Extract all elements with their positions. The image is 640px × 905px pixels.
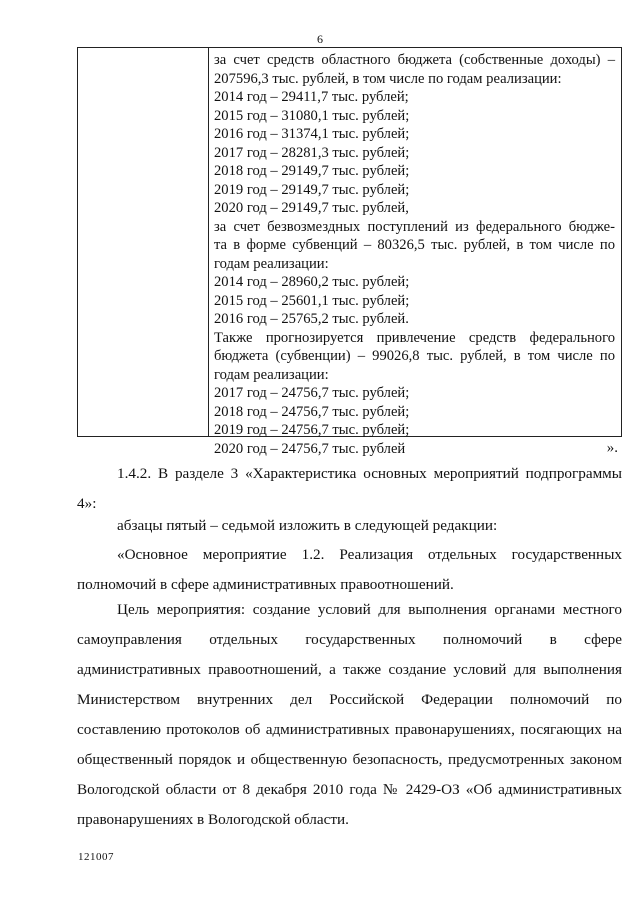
- paragraph-activity-goal: Цель мероприятия: создание условий для выполнения органами местного самоуправления отдельных государственных полномочий в сфере административных правоотношений, а также создание условий для выполнения Министерством внутренних дел Российской Федерации полномочий по составлению протоколов об административных правонарушениях, посягающих на общественный порядок и общественную безопасность, предусмотренных законом Вологодской области от 8 декабря 2010 года № 2429-ОЗ «Об административных правонарушениях в Вологодской области.: [77, 601, 622, 828]
- table-line: 2015 год – 31080,1 тыс. рублей;: [214, 107, 410, 124]
- table-line: та в форме субвенций – 80326,5 тыс. рублей, в том числе по: [214, 237, 615, 253]
- table-line: 2017 год – 28281,3 тыс. рублей;: [214, 144, 410, 161]
- table-line: 2020 год – 29149,7 тыс. рублей,: [214, 200, 409, 216]
- table-line: за счет безвозмездных поступлений из федерального бюдже-: [214, 218, 615, 235]
- table-line: 2014 год – 28960,2 тыс. рублей;: [214, 274, 410, 290]
- table-right-cell: [209, 48, 621, 457]
- table-left-cell: [78, 48, 209, 436]
- table-line: за счет средств областного бюджета (собственные доходы) –: [214, 52, 615, 68]
- table-line: 2014 год – 29411,7 тыс. рублей;: [214, 89, 409, 105]
- table-line: годам реализации:: [214, 255, 329, 272]
- table-line: 2018 год – 29149,7 тыс. рублей;: [214, 163, 410, 179]
- closing-quote: ».: [606, 440, 618, 456]
- document-code: 121007: [78, 851, 114, 863]
- paragraph-instruction: абзацы пятый – седьмой изложить в следующей редакции:: [117, 517, 498, 534]
- table-line: 2019 год – 24756,7 тыс. рублей;: [214, 422, 410, 438]
- table-line: 2019 год – 29149,7 тыс. рублей;: [214, 181, 410, 198]
- table-line: 2020 год – 24756,7 тыс. рублей: [214, 440, 406, 457]
- table-line: годам реализации:: [214, 366, 329, 383]
- table-line: 207596,3 тыс. рублей, в том числе по годам реализации:: [214, 70, 562, 87]
- paragraph-section-heading: 1.4.2. В разделе 3 «Характеристика основных мероприятий подпрограммы 4»:: [77, 465, 622, 512]
- page-number: 6: [317, 32, 323, 46]
- table-line: 2015 год – 25601,1 тыс. рублей;: [214, 292, 410, 309]
- paragraph-main-activity: «Основное мероприятие 1.2. Реализация отдельных государственных полномочий в сфере административных правоотношений.: [77, 546, 622, 593]
- table-line: 2016 год – 31374,1 тыс. рублей;: [214, 126, 410, 142]
- table-line: бюджета (субвенции) – 99026,8 тыс. рублей, в том числе по: [214, 348, 615, 364]
- table-line: 2016 год – 25765,2 тыс. рублей.: [214, 311, 409, 327]
- table-line: 2017 год – 24756,7 тыс. рублей;: [214, 385, 410, 401]
- table-line: 2018 год – 24756,7 тыс. рублей;: [214, 403, 410, 420]
- budget-table: [77, 47, 622, 457]
- table-line: Также прогнозируется привлечение средств федерального: [214, 329, 615, 346]
